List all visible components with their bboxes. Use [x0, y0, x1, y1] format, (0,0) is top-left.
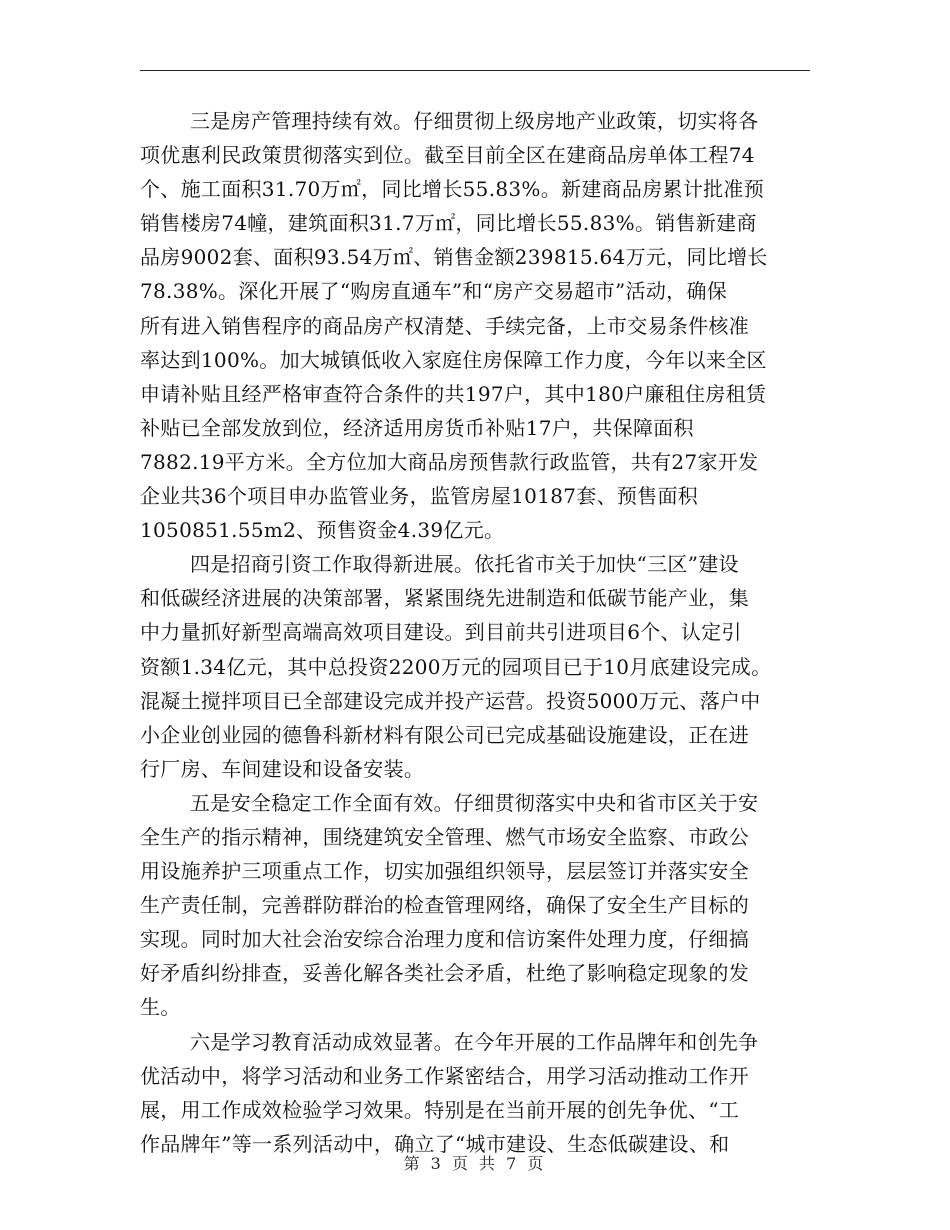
paragraph-safety: [140, 786, 810, 1025]
text-line: 个、施工面积31.70万㎡，同比增长55.83%。新建商品房累计批准预: [140, 177, 765, 202]
text-line: 作品牌年”等一系列活动中，确立了“城市建设、生态低碳建设、和: [140, 1131, 730, 1156]
text-line: 销售楼房74幢，建筑面积31.7万㎡，同比增长55.83%。销售新建商: [140, 211, 757, 236]
text-line: 好矛盾纠纷排查，妥善化解各类社会矛盾，杜绝了影响稳定现象的发: [140, 961, 749, 986]
text-line: 补贴已全部发放到位，经济适用房货币补贴17户，共保障面积: [140, 415, 694, 440]
text-line: 资额1.34亿元，其中总投资2200万元的园项目已于10月底建设完成。: [140, 654, 772, 679]
paragraph-housing: [140, 104, 810, 547]
text-line: 申请补贴且经严格审查符合条件的共197户，其中180户廉租住房租赁: [140, 381, 767, 406]
text-line: 展，用工作成效检验学习效果。特别是在当前开展的创先争优、“工: [140, 1097, 740, 1122]
text-line: 实现。同时加大社会治安综合治理力度和信访案件处理力度，仔细搞: [140, 927, 749, 952]
text-line: 四是招商引资工作取得新进展。依托省市关于加快“三区”建设: [190, 552, 739, 577]
text-line: 全生产的指示精神，围绕建筑安全管理、燃气市场安全监察、市政公: [140, 824, 749, 849]
text-line: 78.38%。深化开展了“购房直通车”和“房产交易超市”活动，确保: [140, 279, 728, 304]
text-line: 五是安全稳定工作全面有效。仔细贯彻落实中央和省市区关于安: [190, 790, 759, 815]
text-line: 7882.19平方米。全方位加大商品房预售款行政监管，共有27家开发: [140, 449, 759, 474]
text-line: 1050851.55m2、预售资金4.39亿元。: [140, 518, 505, 543]
text-line: 用设施养护三项重点工作，切实加强组织领导，层层签订并落实安全: [140, 859, 749, 884]
text-line: 企业共36个项目申办监管业务，监管房屋10187套、预售面积: [140, 484, 699, 509]
text-line: 优活动中，将学习活动和业务工作紧密结合，用学习活动推动工作开: [140, 1063, 749, 1088]
header-rule: [140, 70, 810, 71]
text-line: 三是房产管理持续有效。仔细贯彻上级房地产业政策，切实将各: [190, 109, 759, 133]
text-line: 和低碳经济进展的决策部署，紧紧围绕先进制造和低碳节能产业，集: [140, 586, 749, 611]
text-line: 品房9002套、面积93.54万㎡、销售金额239815.64万元，同比增长: [140, 245, 768, 270]
text-line: 生产责任制，完善群防群治的检查管理网络，确保了安全生产目标的: [140, 893, 749, 918]
text-line: 小企业创业园的德鲁科新材料有限公司已完成基础设施建设，正在进: [140, 722, 749, 747]
text-line: 所有进入销售程序的商品房产权清楚、手续完备，上市交易条件核准: [140, 313, 749, 338]
paragraph-learning: [140, 1025, 810, 1161]
text-line: 中力量抓好新型高端高效项目建设。到目前共引进项目6个、认定引: [140, 620, 742, 645]
text-line: 六是学习教育活动成效显著。在今年开展的工作品牌年和创先争: [190, 1029, 759, 1054]
paragraph-investment: [140, 547, 810, 786]
page-number-footer: 第 3 页 共 7 页: [403, 1154, 547, 1173]
text-line: 率达到100%。加大城镇低收入家庭住房保障工作力度，今年以来全区: [140, 347, 767, 372]
text-line: 项优惠利民政策贯彻落实到位。截至目前全区在建商品房单体工程74: [140, 143, 755, 168]
text-line: 行厂房、车间建设和设备安装。: [140, 756, 425, 781]
document-body: [140, 104, 810, 1161]
text-line: 生。: [140, 995, 181, 1020]
text-line: 混凝土搅拌项目已全部建设完成并投产运营。投资5000万元、落户中: [140, 688, 761, 713]
